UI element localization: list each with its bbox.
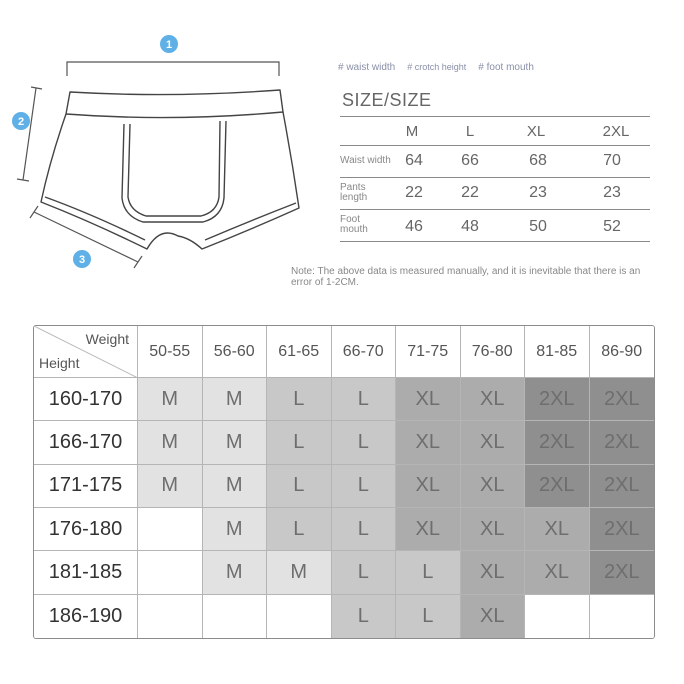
size-value: 23 (603, 184, 621, 201)
size-grid-cell: XL (396, 508, 461, 551)
size-header-row (340, 116, 650, 146)
size-grid-cell (203, 595, 268, 638)
size-row-label: Waist width (340, 155, 391, 166)
size-grid-cell: XL (525, 551, 590, 594)
size-grid-cell: L (396, 595, 461, 638)
height-header-cell: 166-170 (34, 421, 138, 464)
size-value: 46 (405, 218, 423, 235)
size-grid-cell (267, 595, 332, 638)
size-value: 50 (529, 218, 547, 235)
size-grid-cell: XL (461, 378, 526, 421)
waist-dimension-line (67, 62, 279, 76)
size-grid-cell: L (267, 508, 332, 551)
measurement-note: Note: The above data is measured manually, and it is inevitable that there is an error of 1-2CM. (291, 266, 641, 288)
size-row-label: Foot mouth (340, 214, 368, 235)
size-chart-title: SIZE/SIZE (342, 90, 432, 110)
length-dimension-line (23, 88, 36, 180)
measurement-legend (338, 62, 534, 73)
size-grid-cell: L (396, 551, 461, 594)
size-grid-cell: XL (525, 508, 590, 551)
size-value: 22 (405, 184, 423, 201)
weight-header-cell: 50-55 (138, 326, 203, 378)
size-header-cell: 2XL (602, 123, 630, 140)
size-grid-cell: 2XL (525, 378, 590, 421)
size-grid-cell (138, 595, 203, 638)
height-header-cell: 171-175 (34, 465, 138, 508)
legend-waist-width: # waist width (338, 62, 396, 73)
size-header-cell: XL (526, 123, 546, 140)
size-grid-cell: XL (461, 465, 526, 508)
size-grid-cell: M (203, 551, 268, 594)
height-header-cell: 186-190 (34, 595, 138, 638)
size-grid-cell: 2XL (590, 465, 655, 508)
legend-foot-mouth: # foot mouth (478, 62, 534, 73)
size-grid-cell: M (203, 508, 268, 551)
size-grid-cell: 2XL (590, 378, 655, 421)
size-value: 68 (529, 152, 547, 169)
height-header-cell: 176-180 (34, 508, 138, 551)
svg-text:1: 1 (165, 39, 173, 51)
briefs-outline (41, 90, 299, 249)
size-grid-cell: M (203, 421, 268, 464)
weight-header-cell: 81-85 (525, 326, 590, 378)
size-row-label: Pants length (340, 182, 368, 203)
size-grid-cell: L (267, 378, 332, 421)
size-grid-cell: M (267, 551, 332, 594)
size-grid-cell: L (332, 378, 397, 421)
underwear-diagram (0, 0, 330, 290)
size-grid-cell: L (332, 508, 397, 551)
size-grid-cell: XL (396, 378, 461, 421)
size-chart-table (340, 116, 650, 242)
size-grid-cell: 2XL (525, 465, 590, 508)
size-grid-cell: XL (396, 421, 461, 464)
size-grid-cell: M (138, 378, 203, 421)
marker-1-badge (160, 35, 178, 53)
size-grid-cell (138, 551, 203, 594)
size-header-cell: L (465, 123, 475, 140)
svg-text:3: 3 (78, 254, 86, 266)
marker-2-badge (12, 112, 30, 130)
size-row-pants-length (340, 178, 650, 210)
size-grid-cell (138, 508, 203, 551)
size-grid-cell: 2XL (590, 421, 655, 464)
weight-header-cell: 71-75 (396, 326, 461, 378)
weight-header-cell: 66-70 (332, 326, 397, 378)
size-value: 52 (603, 218, 621, 235)
svg-text:2: 2 (17, 116, 25, 128)
size-grid-cell: XL (461, 421, 526, 464)
grid-corner-cell (34, 326, 138, 378)
size-value: 70 (603, 152, 621, 169)
size-grid-cell: M (138, 421, 203, 464)
weight-header-cell: 56-60 (203, 326, 268, 378)
size-value: 64 (405, 152, 423, 169)
size-grid-cell: L (332, 551, 397, 594)
size-grid-cell: L (332, 421, 397, 464)
size-grid-cell: XL (396, 465, 461, 508)
size-header-cell: M (405, 123, 419, 140)
height-header-cell: 181-185 (34, 551, 138, 594)
size-row-foot-mouth (340, 210, 650, 242)
height-axis-label: Height (39, 355, 80, 371)
size-grid-cell: M (203, 378, 268, 421)
size-value: 23 (529, 184, 547, 201)
size-grid-cell: L (332, 595, 397, 638)
size-grid-cell: XL (461, 508, 526, 551)
size-grid-cell: XL (461, 595, 526, 638)
size-grid-cell: 2XL (525, 421, 590, 464)
size-value: 48 (461, 218, 479, 235)
marker-3-badge (73, 250, 91, 268)
size-grid-cell: 2XL (590, 551, 655, 594)
size-grid-cell: M (138, 465, 203, 508)
weight-axis-label: Weight (85, 331, 129, 347)
size-row-waist-width (340, 146, 650, 178)
size-grid-cell: M (203, 465, 268, 508)
size-grid-cell: 2XL (590, 508, 655, 551)
size-grid-cell: L (267, 421, 332, 464)
size-grid-cell: XL (461, 551, 526, 594)
size-value: 22 (461, 184, 479, 201)
size-grid-cell (590, 595, 655, 638)
size-grid-cell: L (267, 465, 332, 508)
size-grid-cell: L (332, 465, 397, 508)
height-header-cell: 160-170 (34, 378, 138, 421)
weight-header-cell: 76-80 (461, 326, 526, 378)
size-grid-cell (525, 595, 590, 638)
legend-crotch-height: # crotch height (407, 62, 467, 72)
weight-height-size-grid (33, 325, 655, 639)
size-value: 66 (461, 152, 479, 169)
weight-header-cell: 86-90 (590, 326, 655, 378)
weight-header-cell: 61-65 (267, 326, 332, 378)
